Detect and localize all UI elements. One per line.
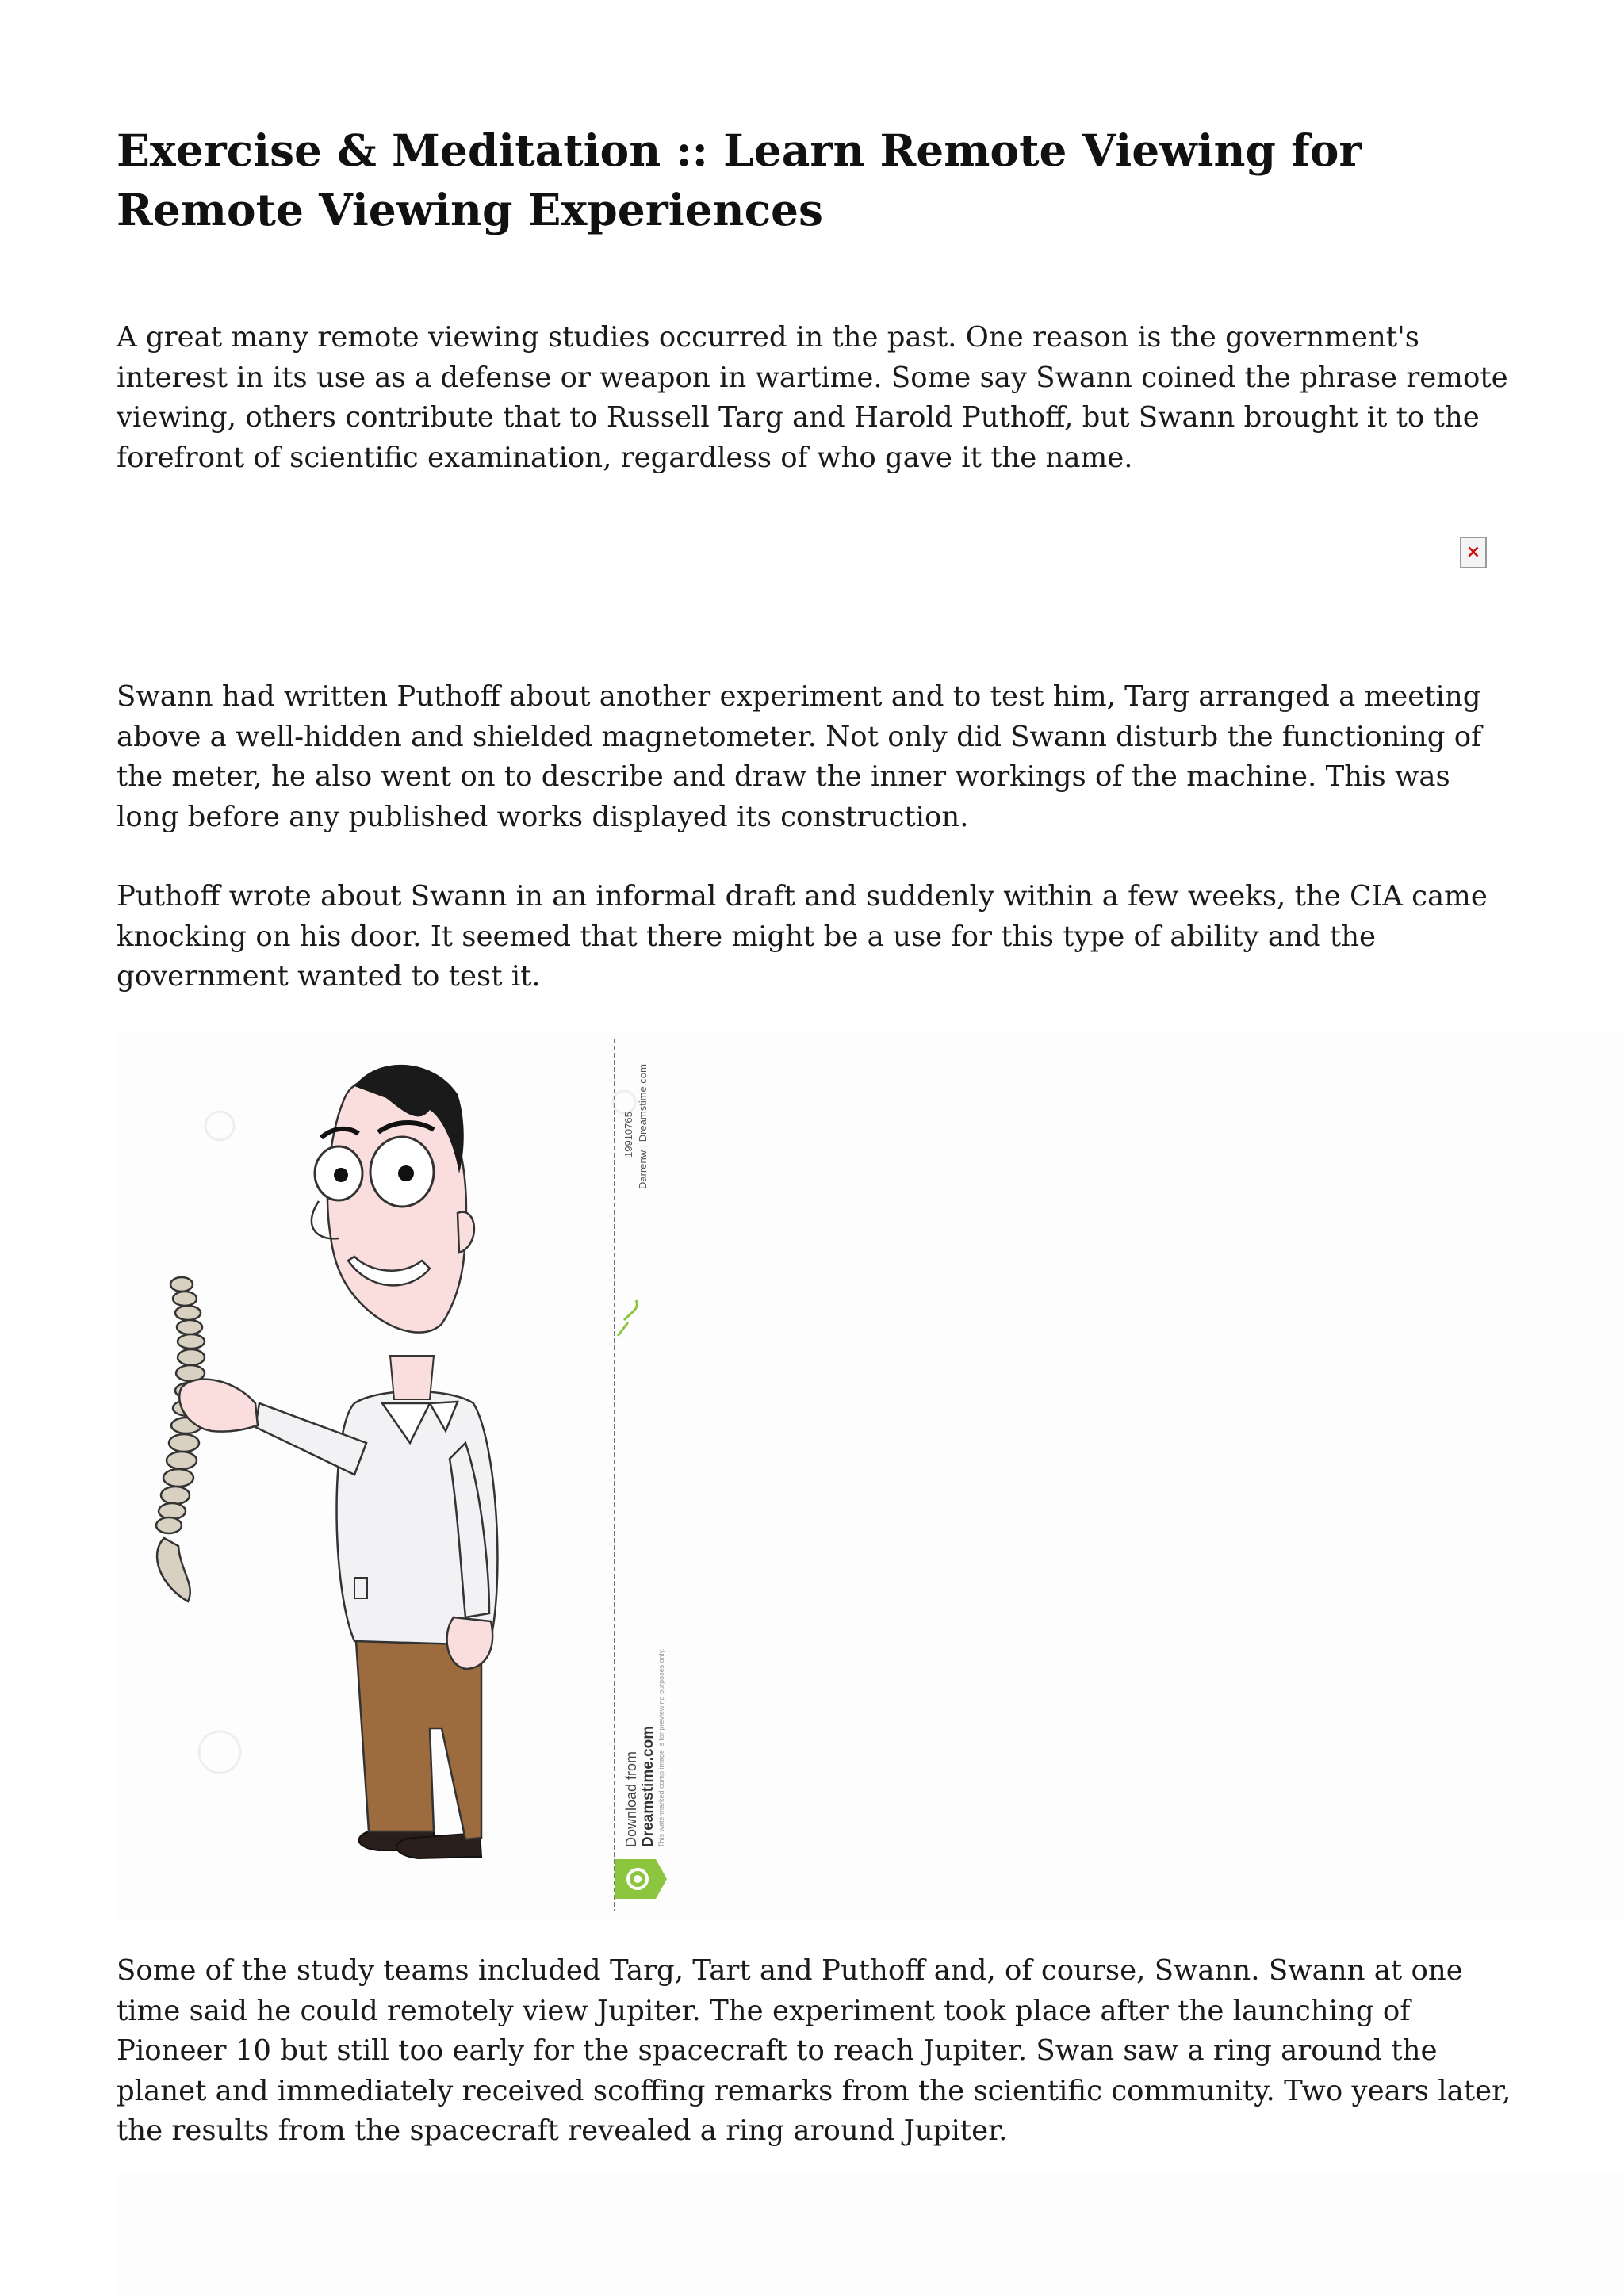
page-footer-area	[117, 2172, 1624, 2296]
paragraph: A great many remote viewing studies occurred in the past. One reason is the government's interest in its use as a defense or weapon in wartime. Some say Swann coined the phrase remote viewing, others contribute that to Russell Targ and Harold Puthoff, but Swann brought it to the forefront of scientific examination, regardless of who gave it the name.	[117, 321, 1508, 474]
site-name-text: Dreamstime.com	[640, 1725, 657, 1847]
stock-credit-text: Darrenw | Dreamstime.com	[637, 1064, 649, 1189]
paragraph: Puthoff wrote about Swann in an informal draft and suddenly within a few weeks, the CIA came knocking on his door. It seemed that there might be a use for this type of ability and the government wanted to test it.	[117, 880, 1488, 993]
page-title: Exercise & Meditation :: Learn Remote Viewing for Remote Viewing Experiences	[117, 124, 1362, 235]
download-from-text: Download from	[623, 1751, 639, 1847]
stock-id-text: 19910765	[622, 1112, 634, 1158]
x-mark-icon: ×	[1465, 542, 1481, 562]
stock-illustration	[117, 1031, 1624, 1919]
paragraph: Some of the study teams included Targ, Tart and Puthoff and, of course, Swann. Swann at one time said he could remotely view Jupiter. The experiment took place after the launching of Pioneer 10 but still too early for the spacecraft to reach Jupiter. Swan saw a ring around the planet and immediately received scoffing remarks from the scientific community. Two years later, the results from the spacecraft revealed a ring around Jupiter.	[117, 1954, 1511, 2147]
paragraph: Swann had written Puthoff about another experiment and to test him, Targ arranged a meeting above a well-hidden and shielded magnetometer. Not only did Swann disturb the functioning of the meter, he also went on to describe and draw the inner workings of the machine. This was long before any published works displayed its construction.	[117, 680, 1482, 833]
fine-print-text: This watermarked comp image is for previewing purposes only.	[657, 1648, 665, 1847]
scissors-icon	[618, 1300, 637, 1336]
spine-icon	[156, 1277, 205, 1601]
stock-watermark-strip	[615, 1039, 667, 1911]
broken-image-icon	[1460, 537, 1487, 568]
cartoon-man-holding-spine-image	[117, 1031, 1624, 1919]
cartoon-man	[179, 1065, 497, 1858]
